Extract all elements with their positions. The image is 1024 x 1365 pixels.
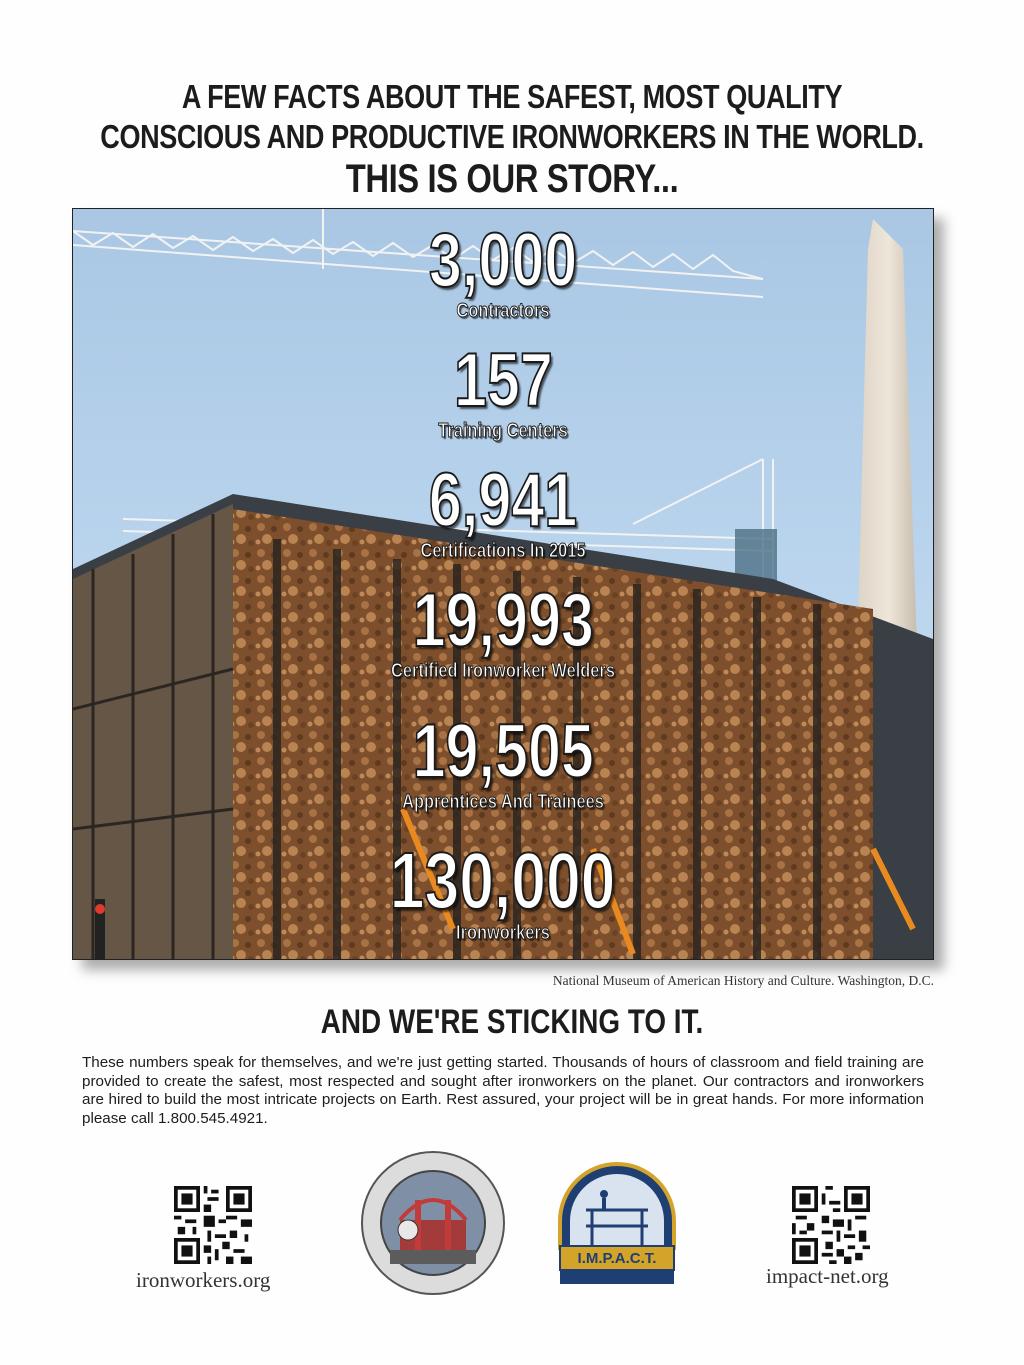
- stat-label: Apprentices And Trainees: [402, 791, 604, 813]
- stat-apprentices: [73, 709, 933, 813]
- tagline: AND WE'RE STICKING TO IT.: [320, 1003, 704, 1041]
- headline-line-2: CONSCIOUS AND PRODUCTIVE IRONWORKERS IN THE WORLD.: [100, 118, 924, 155]
- iron-workers-seal-logo: [360, 1150, 506, 1296]
- ironworkers-url[interactable]: ironworkers.org: [136, 1268, 271, 1292]
- stat-training-centers: [73, 338, 933, 442]
- stat-label: Contractors: [456, 300, 550, 322]
- stat-certifications: [73, 458, 933, 562]
- stat-certified-welders: [73, 578, 933, 682]
- body-paragraph: These numbers speak for themselves, and we're just getting started. Thousands of hours of classroom and field training are provided to create the safest, most respected and sought after ironworkers on the planet. Our contractors and ironworkers are hired to build the most intricate projects on Earth. Rest assured, your project will be in great hands. For more information please call 1.800.545.4921.: [82, 1054, 924, 1127]
- stat-contractors: [73, 218, 933, 322]
- headline-line-3: THIS IS OUR STORY...: [345, 157, 679, 201]
- stat-ironworkers: [73, 836, 933, 944]
- impact-logo-wordmark: I.M.P.A.C.T.: [577, 1250, 657, 1267]
- impact-url[interactable]: impact-net.org: [766, 1264, 889, 1288]
- impact-logo: [556, 1160, 678, 1286]
- photo-caption: National Museum of American History and Culture. Washington, D.C.: [552, 973, 934, 988]
- stat-number: 157: [453, 338, 553, 423]
- stat-number: 130,000: [390, 836, 616, 925]
- stat-label: Training Centers: [438, 420, 568, 442]
- stat-number: 19,993: [412, 578, 594, 663]
- qr-code-icon[interactable]: [792, 1186, 870, 1264]
- stat-number: 3,000: [428, 218, 578, 303]
- stat-number: 6,941: [428, 458, 578, 543]
- stat-label: Ironworkers: [456, 922, 550, 944]
- stat-label: Certified Ironworker Welders: [391, 660, 615, 682]
- museum-photo: [72, 208, 934, 960]
- stat-label: Certifications In 2015: [420, 540, 586, 562]
- stat-number: 19,505: [412, 709, 594, 794]
- qr-code-icon[interactable]: [174, 1186, 252, 1264]
- headline-line-1: A FEW FACTS ABOUT THE SAFEST, MOST QUALITY: [181, 78, 843, 115]
